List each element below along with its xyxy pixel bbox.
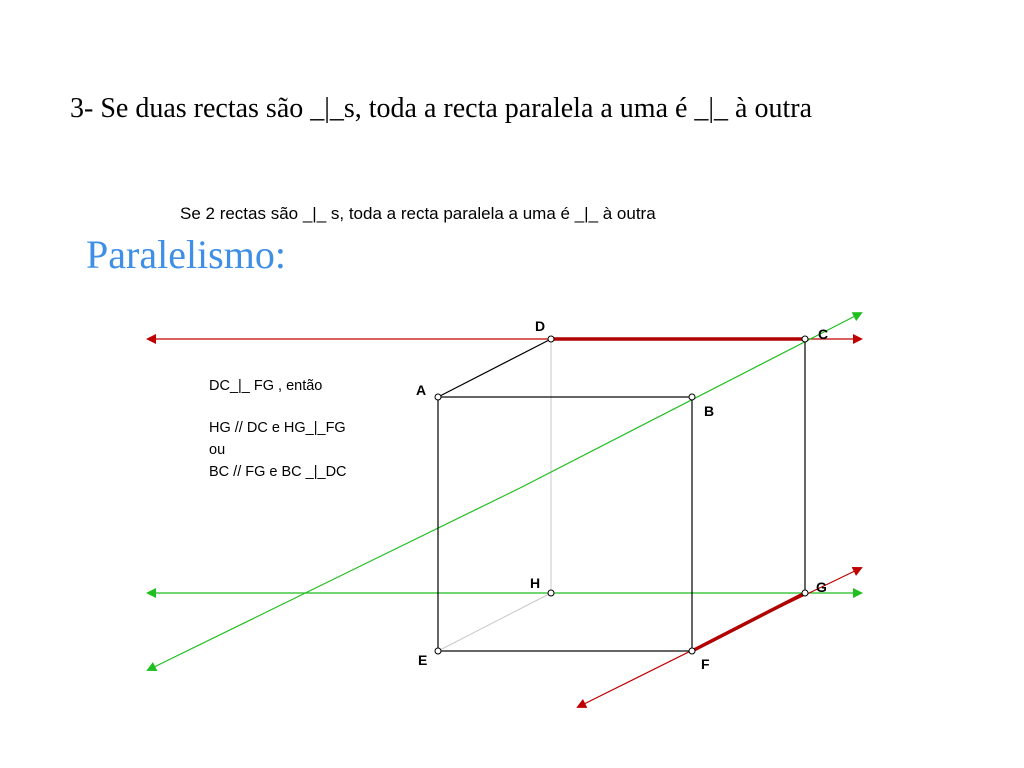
label-c: C <box>818 326 829 342</box>
note-line-2: HG // DC e HG_|_FG <box>209 420 346 436</box>
vertex-e <box>435 648 441 654</box>
label-h: H <box>530 575 541 591</box>
sub-heading: Se 2 rectas são _|_ s, toda a recta paralela a uma é _|_ à outra <box>180 204 656 223</box>
page-heading: 3- Se duas rectas são _|_s, toda a recta paralela a uma é _|_ à outra <box>70 93 812 124</box>
vertex-a <box>435 394 441 400</box>
segment-fg <box>692 593 805 651</box>
line-diagonal-down-arrow <box>148 488 520 670</box>
note-line-4: BC // FG e BC _|_DC <box>209 464 347 480</box>
label-f: F <box>701 656 710 672</box>
vertex-c <box>802 336 808 342</box>
note-line-3: ou <box>209 442 226 458</box>
label-b: B <box>704 403 715 419</box>
cube-front-face <box>438 397 692 651</box>
hidden-edge-eh <box>438 593 551 651</box>
vertex-b <box>689 394 695 400</box>
label-e: E <box>418 652 428 668</box>
note-line-1: DC_|_ FG , então <box>209 378 323 394</box>
section-title: Paralelismo: <box>86 232 286 277</box>
label-g: G <box>816 579 827 595</box>
label-a: A <box>416 382 427 398</box>
vertex-g <box>802 590 808 596</box>
label-d: D <box>535 318 546 334</box>
vertex-f <box>689 648 695 654</box>
vertex-d <box>548 336 554 342</box>
edge-ad <box>438 339 551 397</box>
vertex-h <box>548 590 554 596</box>
